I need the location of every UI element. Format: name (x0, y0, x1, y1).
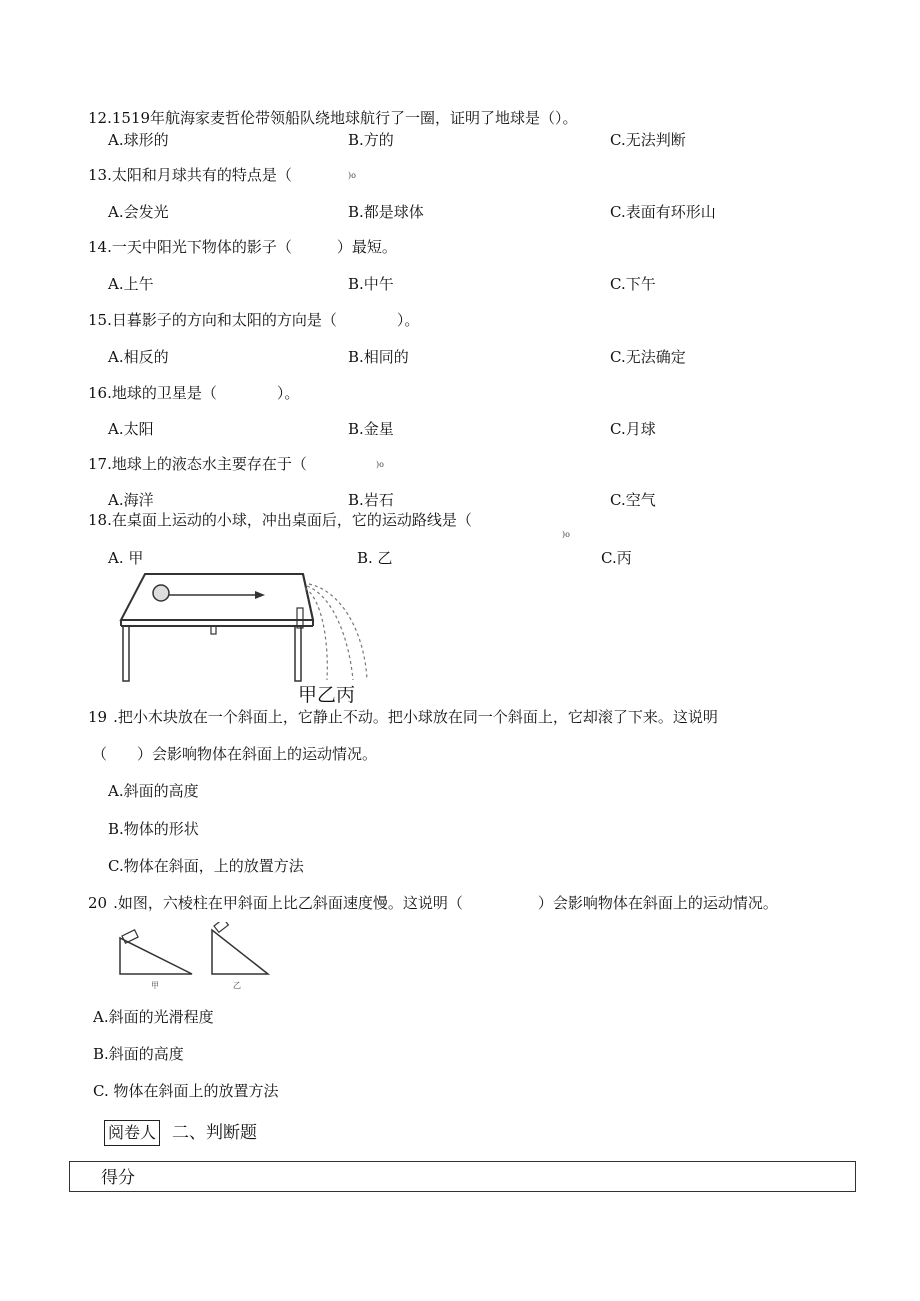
q16-option-a: A.太阳 (108, 420, 154, 438)
q14-option-a: A.上午 (108, 275, 154, 293)
q19-option-c: C.物体在斜面，上的放置方法 (108, 857, 304, 875)
q15-option-b: B.相同的 (348, 348, 409, 366)
question-19-stem-line2: （ ）会影响物体在斜面上的运动情况。 (92, 745, 378, 763)
q15-option-c: C.无法确定 (610, 348, 686, 366)
score-bar (69, 1161, 856, 1192)
incline-figure (114, 922, 274, 980)
q16-option-b: B.金星 (348, 420, 394, 438)
path-yi (307, 586, 353, 680)
q17-option-b: B.岩石 (348, 491, 394, 509)
q12-option-a: A.球形的 (108, 131, 169, 149)
q18-blank-close: )o (562, 530, 570, 539)
q18-option-b: B. 乙 (357, 549, 393, 567)
q13-option-c: C.表面有环形山 (610, 203, 716, 221)
section-title: 二、判断题 (172, 1123, 257, 1143)
q19-option-a: A.斜面的高度 (108, 782, 199, 800)
q12-option-b: B.方的 (348, 131, 394, 149)
incline-jia (120, 938, 192, 974)
q15-option-a: A.相反的 (108, 348, 169, 366)
q18-figure-caption: 甲乙丙 (298, 684, 356, 706)
incline-label-jia: 甲 (151, 981, 159, 990)
incline-label-yi: 乙 (233, 981, 241, 990)
score-label: 得分 (101, 1168, 135, 1188)
question-18-stem: 18.在桌面上运动的小球，冲出桌面后，它的运动路线是（ (88, 511, 472, 529)
q17-option-a: A.海洋 (108, 491, 154, 509)
incline-yi (212, 930, 268, 974)
q13-blank-close: )o (348, 171, 356, 180)
q18-option-a: A. 甲 (108, 549, 144, 567)
question-19-stem: 19 .把小木块放在一个斜面上，它静止不动。把小球放在同一个斜面上，它却滚了下来。这说明 (88, 708, 718, 726)
question-16-stem: 16.地球的卫星是（ ）。 (88, 384, 300, 402)
hexagonal-prism-jia (122, 930, 138, 943)
table-leg (295, 626, 301, 681)
ball (153, 585, 169, 601)
q17-option-c: C.空气 (610, 491, 656, 509)
q19-option-b: B.物体的形状 (108, 820, 199, 838)
q16-option-c: C.月球 (610, 420, 656, 438)
hexagonal-prism-yi (214, 922, 228, 932)
table-top (121, 574, 313, 620)
question-13-stem: 13.太阳和月球共有的特点是（ (88, 166, 292, 184)
q20-option-c: C. 物体在斜面上的放置方法 (93, 1082, 279, 1100)
question-12-stem: 12.1519年航海家麦哲伦带领船队绕地球航行了一圈，证明了地球是（）。 (88, 109, 578, 127)
q20-option-b: B.斜面的高度 (93, 1045, 184, 1063)
q13-option-b: B.都是球体 (348, 203, 424, 221)
q20-option-a: A.斜面的光滑程度 (93, 1008, 214, 1026)
question-15-stem: 15.日暮影子的方向和太阳的方向是（ ）。 (88, 311, 420, 329)
question-14-stem: 14.一天中阳光下物体的影子（ ）最短。 (88, 238, 397, 256)
question-17-stem: 17.地球上的液态水主要存在于（ (88, 455, 307, 473)
q18-option-c: C.丙 (601, 549, 632, 567)
q14-option-b: B.中午 (348, 275, 394, 293)
table-leg (123, 626, 129, 681)
path-bing (309, 584, 367, 680)
reviewer-label-box: 阅卷人 (104, 1120, 160, 1146)
table-ball-figure (115, 568, 375, 683)
q12-option-c: C.无法判断 (610, 131, 686, 149)
q13-option-a: A.会发光 (108, 203, 169, 221)
q17-blank-close: )o (376, 460, 384, 469)
q14-option-c: C.下午 (610, 275, 656, 293)
question-20-stem: 20 .如图，六棱柱在甲斜面上比乙斜面速度慢。这说明（ ）会影响物体在斜面上的运动情况。 (88, 894, 778, 912)
